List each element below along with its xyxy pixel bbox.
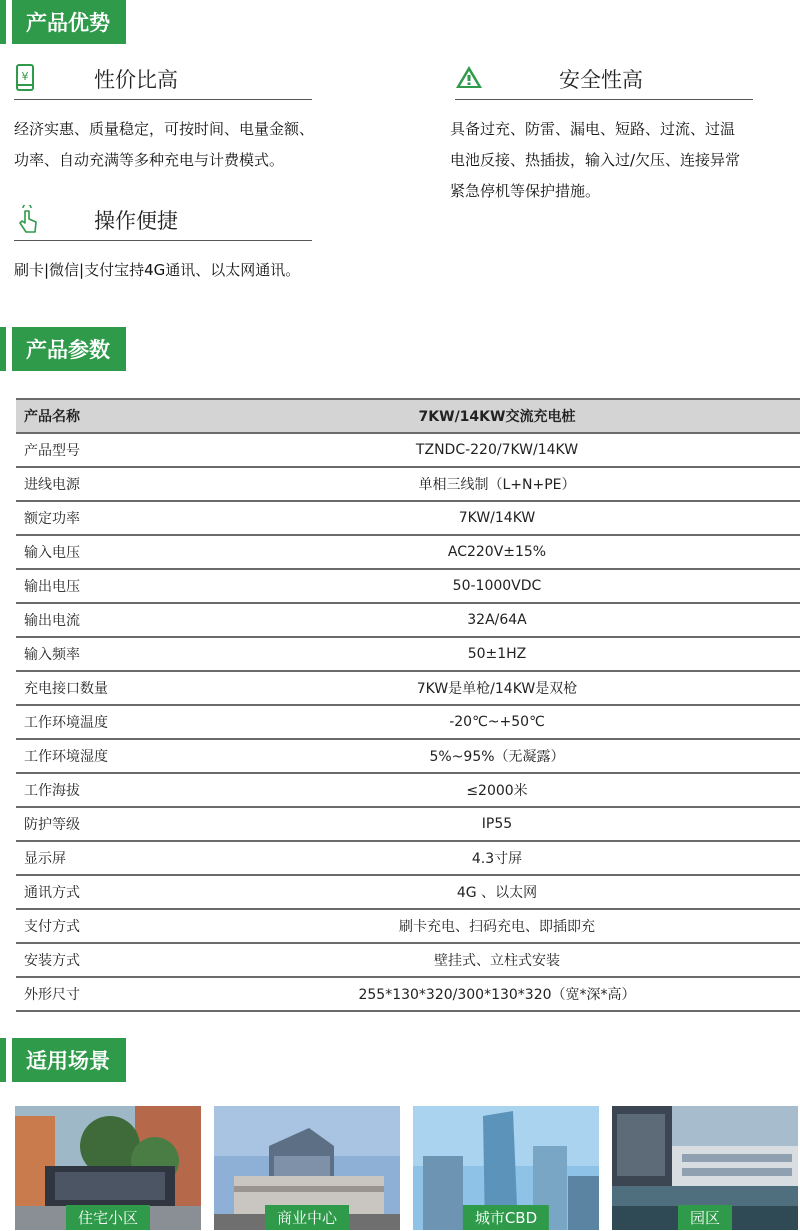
scene-card-park: [612, 1106, 798, 1230]
param-value: 4G 、以太网: [194, 875, 800, 909]
param-value: 单相三线制（L+N+PE）: [194, 467, 800, 501]
scene-caption: 商业中心: [265, 1205, 349, 1230]
param-value: 255*130*320/300*130*320（宽*深*高）: [194, 977, 800, 1011]
table-row: [16, 875, 800, 909]
table-row: [16, 637, 800, 671]
scene-caption: 园区: [678, 1205, 732, 1230]
param-name: 产品名称: [16, 399, 194, 433]
section-header-advantages: [0, 0, 126, 44]
text-line: 紧急停机等保护措施。: [450, 182, 601, 200]
param-value: ≤2000米: [194, 773, 800, 807]
text-line: 电池反接、热插拔，输入过/欠压、连接异常: [450, 151, 741, 169]
param-name: 显示屏: [16, 841, 194, 875]
phone-yuan-icon: [14, 64, 40, 92]
table-row: [16, 977, 800, 1011]
params-table: [16, 398, 800, 1012]
param-name: 支付方式: [16, 909, 194, 943]
section-header-params: [0, 327, 126, 371]
warning-triangle-icon: [455, 64, 481, 92]
tap-hand-icon: [14, 205, 40, 233]
param-name: 额定功率: [16, 501, 194, 535]
param-name: 通讯方式: [16, 875, 194, 909]
param-value: IP55: [194, 807, 800, 841]
text-line: 刷卡|微信|支付宝持4G通讯、以太网通讯。: [14, 261, 301, 279]
table-row: [16, 569, 800, 603]
table-header-row: [16, 399, 800, 433]
feature-safety-header: [455, 64, 753, 100]
param-name: 工作海拔: [16, 773, 194, 807]
table-row: [16, 909, 800, 943]
section-marker: [0, 0, 6, 44]
param-value: 7KW/14KW交流充电桩: [194, 399, 800, 433]
divider: [14, 99, 312, 100]
feature-safety-desc: [450, 114, 800, 207]
svg-text:¥: ¥: [21, 70, 29, 83]
param-name: 充电接口数量: [16, 671, 194, 705]
table-row: [16, 535, 800, 569]
param-value: 50-1000VDC: [194, 569, 800, 603]
divider: [14, 240, 312, 241]
table-row: [16, 705, 800, 739]
table-row: [16, 841, 800, 875]
section-title: 产品参数: [12, 327, 126, 371]
param-value: 壁挂式、立柱式安装: [194, 943, 800, 977]
param-value: -20℃~+50℃: [194, 705, 800, 739]
table-row: [16, 807, 800, 841]
param-name: 输出电流: [16, 603, 194, 637]
text-line: 具备过充、防雷、漏电、短路、过流、过温: [450, 120, 736, 138]
table-row: [16, 739, 800, 773]
param-name: 输入频率: [16, 637, 194, 671]
feature-title: 操作便捷: [94, 209, 178, 233]
param-value: 4.3寸屏: [194, 841, 800, 875]
section-title: 产品优势: [12, 0, 126, 44]
param-value: 50±1HZ: [194, 637, 800, 671]
section-marker: [0, 327, 6, 371]
param-name: 安装方式: [16, 943, 194, 977]
param-name: 外形尺寸: [16, 977, 194, 1011]
divider: [455, 99, 753, 100]
table-row: [16, 467, 800, 501]
text-line: 经济实惠、质量稳定，可按时间、电量金额、: [14, 120, 315, 138]
feature-operation-header: [14, 205, 312, 241]
feature-title: 性价比高: [94, 68, 178, 92]
table-row: [16, 501, 800, 535]
param-name: 产品型号: [16, 433, 194, 467]
scene-card-residential: [15, 1106, 201, 1230]
param-name: 工作环境温度: [16, 705, 194, 739]
feature-value-desc: [14, 114, 394, 176]
param-name: 输出电压: [16, 569, 194, 603]
section-marker: [0, 1038, 6, 1082]
text-line: 功率、自动充满等多种充电与计费模式。: [14, 151, 285, 169]
param-value: 7KW/14KW: [194, 501, 800, 535]
param-value: 7KW是单枪/14KW是双枪: [194, 671, 800, 705]
param-name: 防护等级: [16, 807, 194, 841]
table-row: [16, 773, 800, 807]
feature-value-header: [14, 64, 312, 100]
table-row: [16, 603, 800, 637]
table-row: [16, 671, 800, 705]
scene-card-commercial: [214, 1106, 400, 1230]
scene-card-cbd: [413, 1106, 599, 1230]
section-header-scenes: [0, 1038, 126, 1082]
feature-title: 安全性高: [559, 68, 643, 92]
param-value: 刷卡充电、扫码充电、即插即充: [194, 909, 800, 943]
param-name: 输入电压: [16, 535, 194, 569]
table-row: [16, 433, 800, 467]
param-value: 5%~95%（无凝露）: [194, 739, 800, 773]
section-title: 适用场景: [12, 1038, 126, 1082]
scene-caption: 城市CBD: [463, 1205, 549, 1230]
param-value: TZNDC-220/7KW/14KW: [194, 433, 800, 467]
param-value: AC220V±15%: [194, 535, 800, 569]
param-name: 工作环境湿度: [16, 739, 194, 773]
param-value: 32A/64A: [194, 603, 800, 637]
param-name: 进线电源: [16, 467, 194, 501]
scene-caption: 住宅小区: [66, 1205, 150, 1230]
feature-operation-desc: [14, 255, 394, 286]
table-row: [16, 943, 800, 977]
